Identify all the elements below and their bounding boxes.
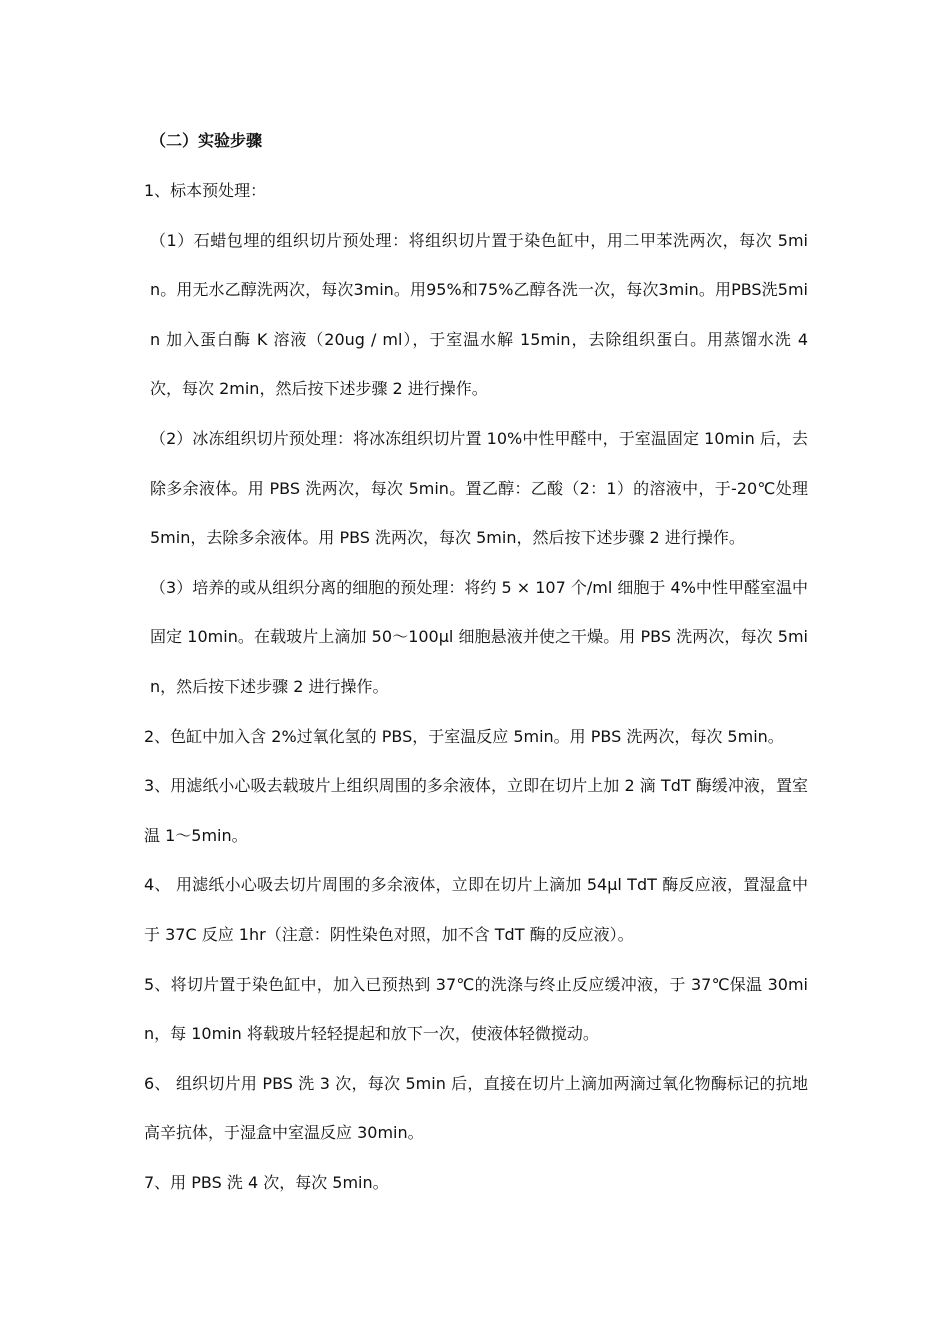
- section-heading: （二）实验步骤: [150, 131, 263, 150]
- document-body: [144, 116, 808, 1207]
- step-1-2-frozen-pretreatment: （2）冰冻组织切片预处理：将冰冻组织切片置 10%中性甲醛中，于室温固定 10min 后，去除多余液体。用 PBS 洗两次，每次 5min。置乙醇：乙酸（2：1）的溶液中，于-20℃处理 5min，去除多余液体。用 PBS 洗两次，每次 5min，然后按下述步骤 2 进行操作。: [150, 428, 808, 548]
- step-5-paragraph: 5、将切片置于染色缸中，加入已预热到 37℃的洗涤与终止反应缓冲液，于 37℃保温 30min，每 10min 将载玻片轻轻提起和放下一次，使液体轻微搅动。: [144, 974, 808, 1044]
- step-2-paragraph: 2、色缸中加入含 2%过氧化氢的 PBS，于室温反应 5min。用 PBS 洗两次，每次 5min。: [144, 726, 784, 746]
- step-4-paragraph: 4、 用滤纸小心吸去切片周围的多余液体，立即在切片上滴加 54μl TdT 酶反应液，置湿盒中于 37C 反应 1hr（注意：阴性染色对照，加不含 TdT 酶的反应液）。: [144, 875, 808, 944]
- step-1-3-cell-pretreatment: （3）培养的或从组织分离的细胞的预处理：将约 5 × 107 个/ml 细胞于 4%中性甲醛室温中固定 10min。在载玻片上滴加 50～100μl 细胞悬液并使之干燥。用 PBS 洗两次，每次 5min，然后按下述步骤 2 进行操作。: [150, 577, 808, 696]
- step-3-paragraph: 3、用滤纸小心吸去载玻片上组织周围的多余液体，立即在切片上加 2 滴 TdT 酶缓冲液，置室温 1～5min。: [144, 776, 808, 845]
- step-6-paragraph: 6、 组织切片用 PBS 洗 3 次，每次 5min 后，直接在切片上滴加两滴过氧化物酶标记的抗地高辛抗体，于湿盒中室温反应 30min。: [144, 1073, 808, 1143]
- step-1-1-paraffin-pretreatment: （1）石蜡包埋的组织切片预处理：将组织切片置于染色缸中，用二甲苯洗两次，每次 5min。用无水乙醇洗两次，每次3min。用95%和75%乙醇各洗一次，每次3min。用PBS洗5min 加入蛋白酶 K 溶液（20ug / ml），于室温水解 15min，去除组织蛋白。用蒸馏水洗 4 次，每次 2min，然后按下述步骤 2 进行操作。: [150, 230, 808, 399]
- step-7-paragraph: 7、用 PBS 洗 4 次，每次 5min。: [144, 1172, 389, 1192]
- step-1-title: 1、标本预处理：: [144, 181, 267, 200]
